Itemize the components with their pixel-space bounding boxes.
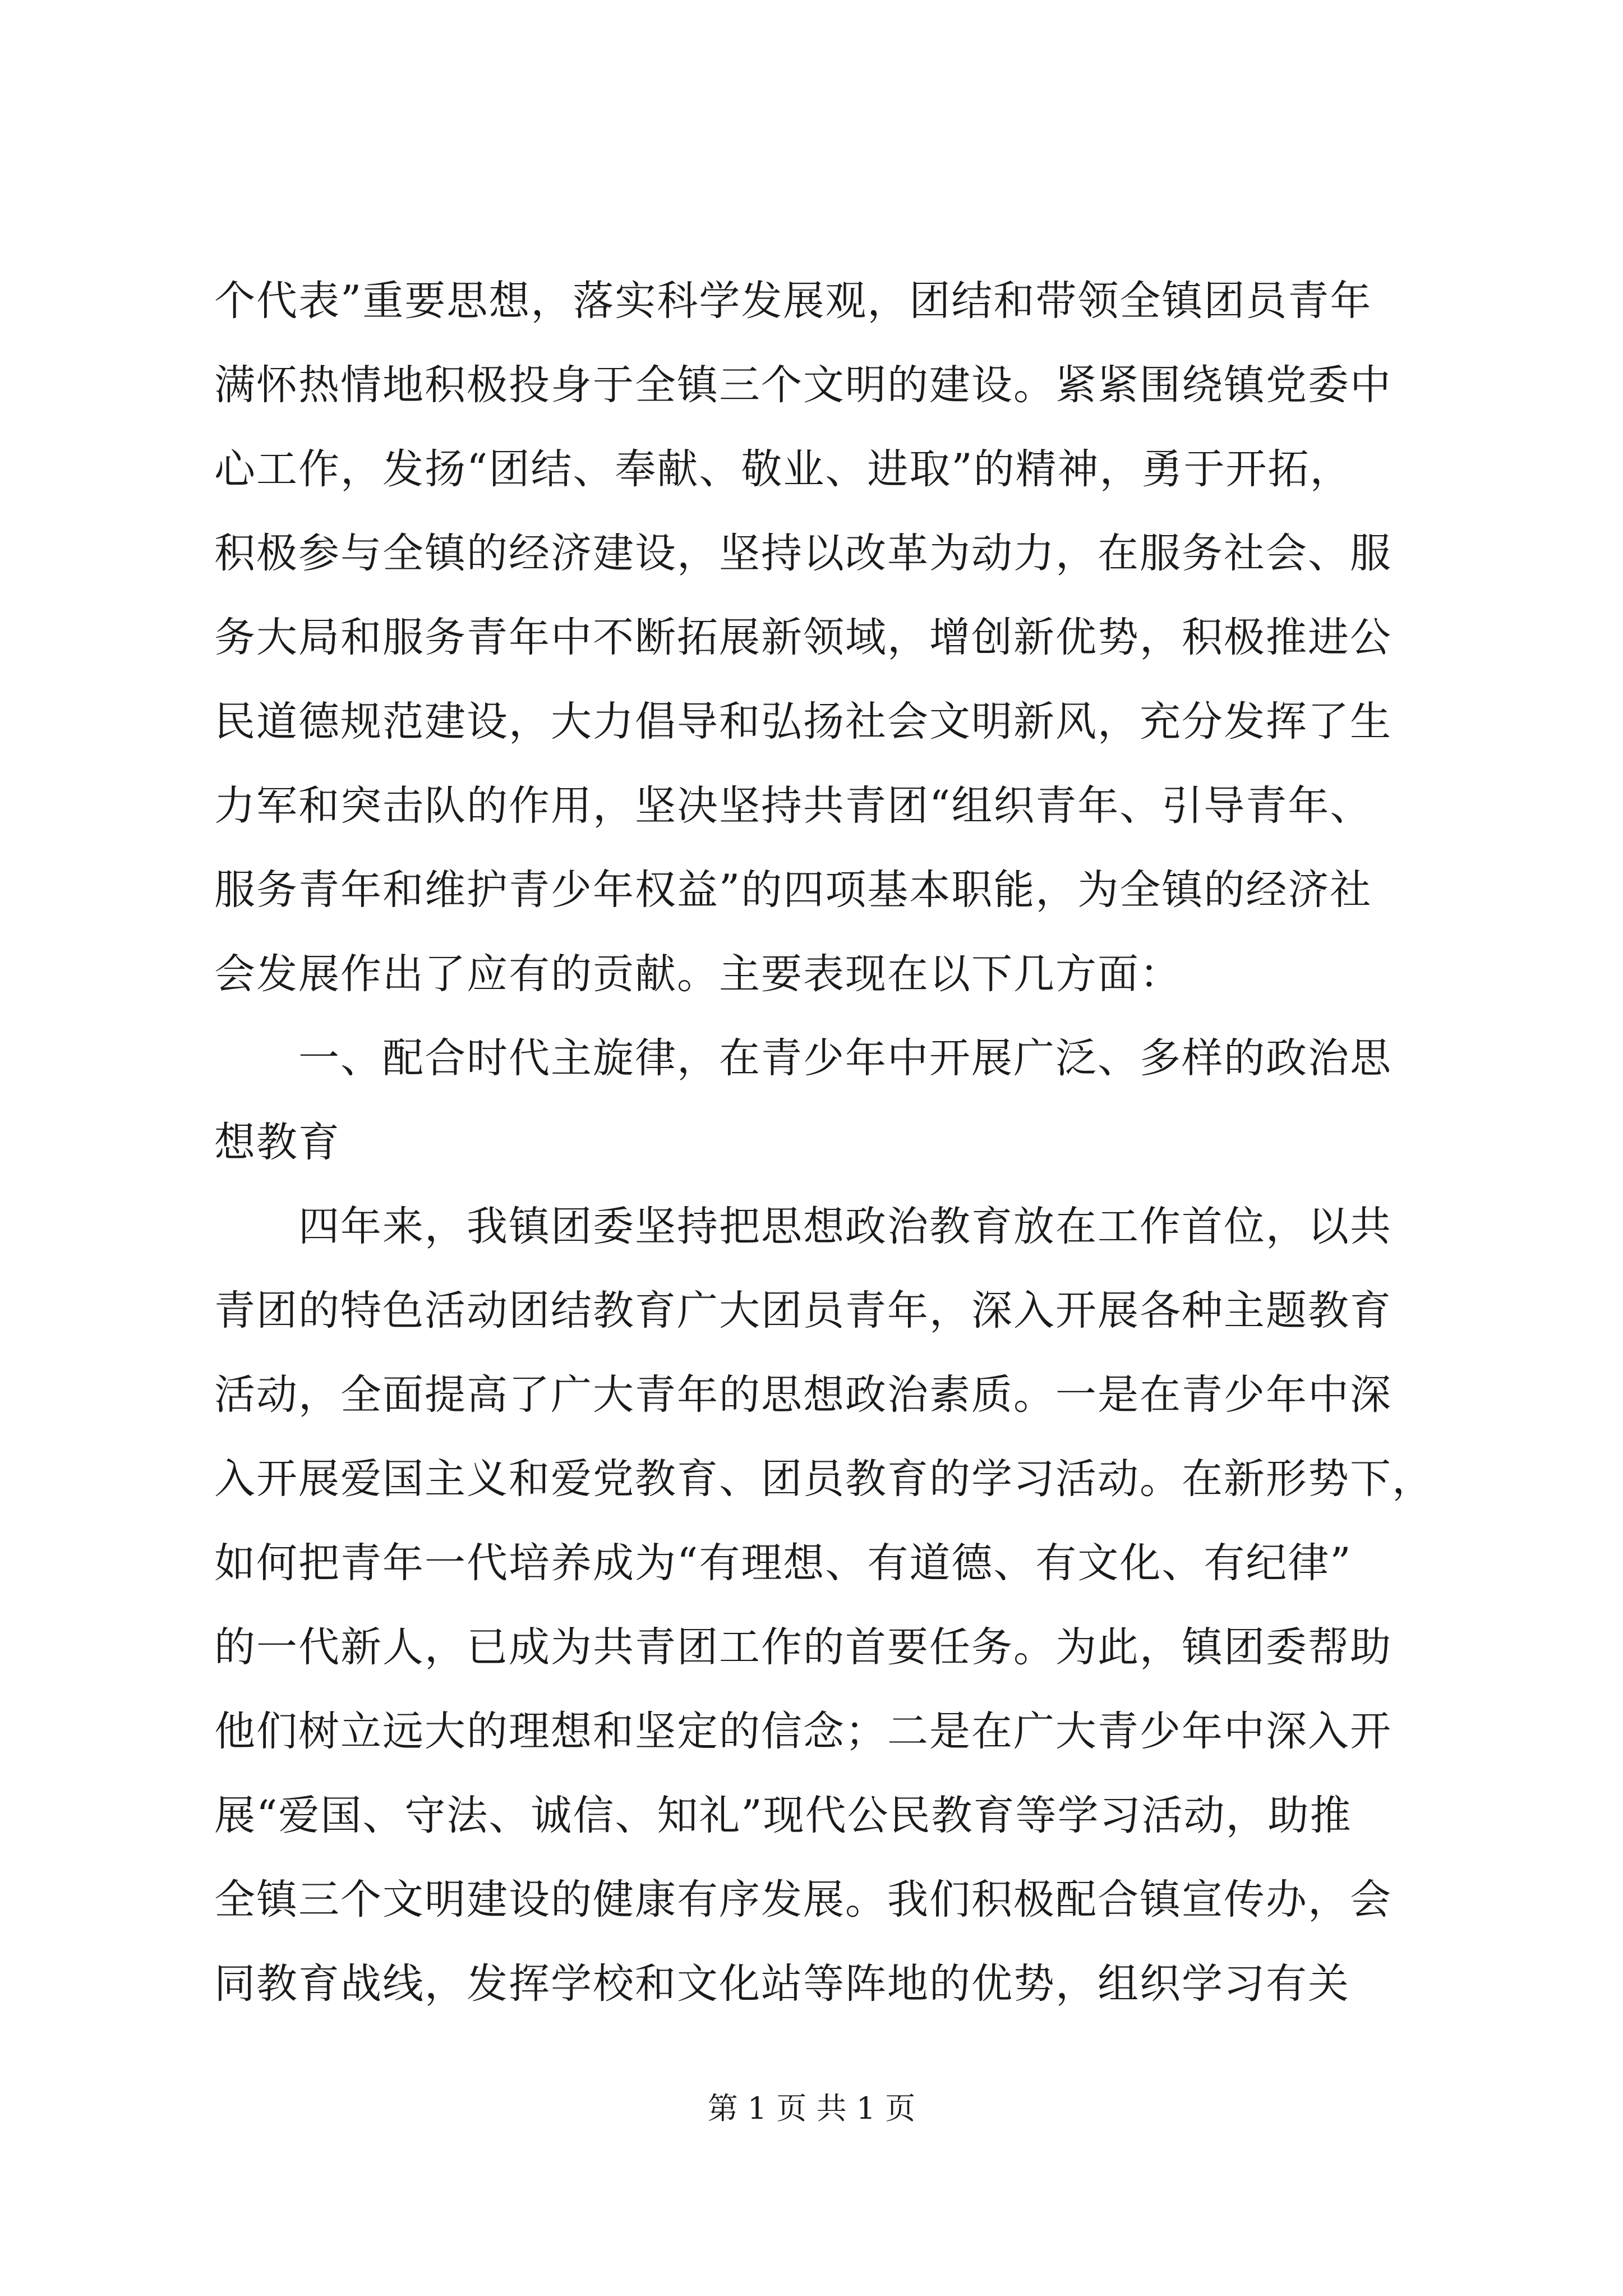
text-line: 积极参与全镇的经济建设，坚持以改革为动力，在服务社会、服 [214,530,1392,577]
text-line: 青团的特色活动团结教育广大团员青年，深入开展各种主题教育 [214,1287,1392,1335]
text-line: 展“爱国、守法、诚信、知礼”现代公民教育等学习活动，助推 [214,1792,1352,1839]
text-line: 活动，全面提高了广大青年的思想政治素质。一是在青少年中深 [214,1371,1392,1419]
text-line: 四年来，我镇团委坚持把思想政治教育放在工作首位，以共 [214,1203,1392,1250]
text-line: 力军和突击队的作用，坚决坚持共青团“组织青年、引导青年、 [214,782,1372,830]
text-line: 全镇三个文明建设的健康有序发展。我们积极配合镇宣传办，会 [214,1876,1392,1924]
text-line: 如何把青年一代培养成为“有理想、有道德、有文化、有纪律” [214,1539,1352,1587]
text-line: 入开展爱国主义和爱党教育、团员教育的学习活动。在新形势下， [214,1455,1434,1503]
text-line: 满怀热情地积极投身于全镇三个文明的建设。紧紧围绕镇党委中 [214,361,1392,409]
text-line: 服务青年和维护青少年权益”的四项基本职能，为全镇的经济社 [214,866,1372,914]
text-line: 同教育战线，发挥学校和文化站等阵地的优势，组织学习有关 [214,1960,1350,2008]
section-heading-line: 一、配合时代主旋律，在青少年中开展广泛、多样的政治思 [214,1034,1392,1082]
text-line: 他们树立远大的理想和坚定的信念；二是在广大青少年中深入开 [214,1708,1392,1755]
text-line: 个代表”重要思想，落实科学发展观，团结和带领全镇团员青年 [214,277,1372,325]
page-number: 第 1 页 共 1 页 [707,2091,916,2126]
body-text [214,259,1434,2026]
text-line: 会发展作出了应有的贡献。主要表现在以下几方面： [214,950,1182,998]
text-line: 心工作，发扬“团结、奉献、敬业、进取”的精神，勇于开拓， [214,445,1352,493]
text-line: 务大局和服务青年中不断拓展新领域，增创新优势，积极推进公 [214,614,1392,661]
text-line: 的一代新人，已成为共青团工作的首要任务。为此，镇团委帮助 [214,1623,1392,1671]
text-line: 民道德规范建设，大力倡导和弘扬社会文明新风，充分发挥了生 [214,698,1392,746]
page-footer [0,2089,1623,2128]
section-heading-line: 想教育 [214,1119,340,1166]
